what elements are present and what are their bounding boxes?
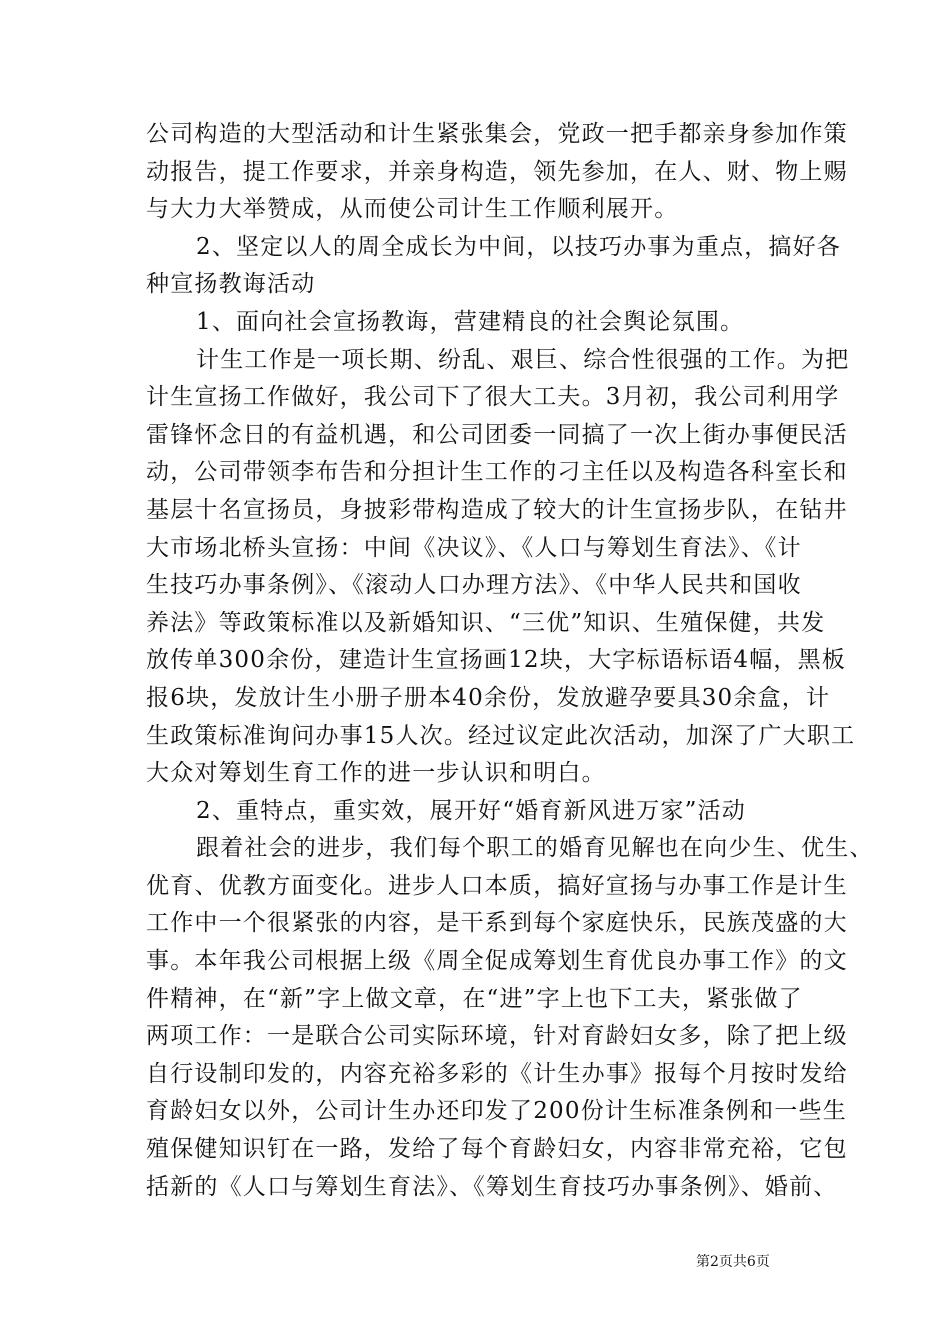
page-number: 第2页共6页 (696, 1254, 770, 1270)
text-line: 大众对筹划生育工作的进一步认识和明白。 (146, 760, 606, 787)
text-line: 计生宣扬工作做好，我公司下了很大工夫。3月初，我公司利用学 (146, 384, 840, 411)
text-line: 育龄妇女以外，公司计生办还印发了200份计生标准条例和一些生 (146, 1098, 847, 1125)
text-line: 放传单300余份，建造计生宣扬画12块，大字标语标语4幅，黑板 (146, 647, 846, 674)
text-line: 计生工作是一项长期、纷乱、艰巨、综合性很强的工作。为把 (196, 346, 850, 373)
text-line: 公司构造的大型活动和计生紧张集会，党政一把手都亲身参加作策 (146, 121, 848, 147)
text-line: 1、面向社会宣扬教诲，营建精良的社会舆论氛围。 (196, 308, 745, 335)
body-text (146, 116, 874, 1206)
text-line: 生技巧办事条例》、《滚动人口办理方法》、《中华人民共和国收 (146, 572, 802, 599)
text-line: 工作中一个很紧张的内容，是干系到每个家庭快乐，民族茂盛的大 (146, 910, 848, 937)
text-line: 动报告，提工作要求，并亲身构造，领先参加，在人、财、物上赐 (146, 158, 848, 185)
text-line: 动，公司带领李布告和分担计生工作的刁主任以及构造各科室长和 (146, 459, 848, 486)
text-line: 基层十名宣扬员，身披彩带构造成了较大的计生宣扬步队，在钻井 (146, 496, 848, 523)
text-line: 雷锋怀念日的有益机遇，和公司团委一同搞了一次上街办事便民活 (146, 421, 848, 448)
text-line: 括新的《人口与筹划生育法》、《筹划生育技巧办事条例》、婚前、 (146, 1173, 838, 1200)
text-line: 种宣扬教诲活动 (146, 271, 316, 298)
text-line: 与大力大举赞成，从而使公司计生工作顺利展开。 (146, 196, 679, 223)
text-line: 两项工作：一是联合公司实际环境，针对育龄妇女多，除了把上级 (146, 1023, 848, 1050)
text-line: 报6块，发放计生小册子册本40余份，发放避孕要具30余盒，计 (146, 684, 831, 711)
text-line: 事。本年我公司根据上级《周全促成筹划生育优良办事工作》的文 (146, 948, 848, 975)
text-line: 优育、优教方面变化。进步人口本质，搞好宣扬与办事工作是计生 (146, 872, 848, 899)
text-line: 跟着社会的进步，我们每个职工的婚育见解也在向少生、优生、 (196, 835, 874, 862)
text-line: 殖保健知识钉在一路，发给了每个育龄妇女，内容非常充裕，它包 (146, 1136, 848, 1163)
text-line: 自行设制印发的，内容充裕多彩的《计生办事》报每个月按时发给 (146, 1060, 848, 1087)
text-line: 2、坚定以人的周全成长为中间，以技巧办事为重点，搞好各 (196, 233, 842, 260)
text-line: 养法》等政策标准以及新婚知识、“三优”知识、生殖保健，共发 (146, 609, 826, 636)
text-line: 大市场北桥头宣扬：中间《决议》、《人口与筹划生育法》、《计 (146, 534, 802, 561)
text-line: 2、重特点，重实效，展开好“婚育新风进万家”活动 (196, 797, 746, 824)
text-line: 生政策标准询问办事15人次。经过议定此次活动，加深了广大职工 (146, 722, 856, 749)
text-line: 件精神，在“新”字上做文章，在“进”字上也下工夫，紧张做了 (146, 985, 803, 1012)
